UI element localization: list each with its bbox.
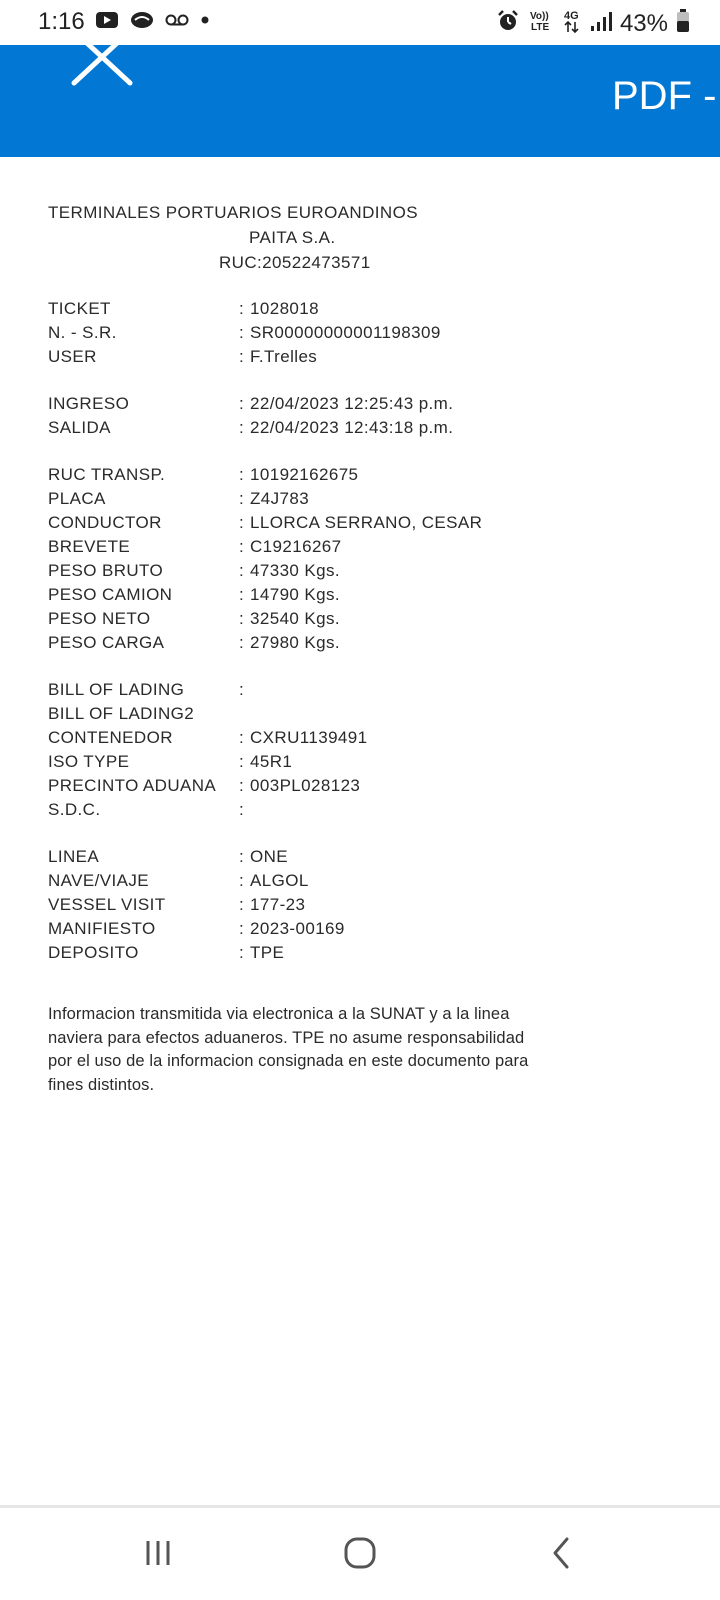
field-colon: :: [239, 919, 245, 938]
field-value: 22/04/2023 12:25:43 p.m.: [250, 394, 454, 413]
field-colon: :: [239, 561, 245, 580]
field-value: 32540 Kgs.: [250, 609, 341, 628]
back-button[interactable]: [532, 1528, 592, 1578]
field-label: BREVETE: [48, 537, 131, 556]
field-value: 177-23: [250, 895, 306, 914]
close-button[interactable]: [68, 45, 138, 90]
field-label: RUC TRANSP.: [48, 465, 166, 484]
company-ruc: RUC:20522473571: [219, 253, 371, 272]
home-icon: [342, 1535, 378, 1571]
field-label: CONTENEDOR: [48, 728, 173, 747]
field-colon: :: [239, 418, 245, 437]
field-label: LINEA: [48, 847, 100, 866]
status-bar: [0, 0, 720, 45]
company-name-line2: PAITA S.A.: [249, 228, 336, 247]
field-value: LLORCA SERRANO, CESAR: [250, 513, 483, 532]
field-colon: :: [239, 776, 245, 795]
navigation-bar: [0, 1508, 720, 1600]
field-value: 10192162675: [250, 465, 359, 484]
home-button[interactable]: [330, 1528, 390, 1578]
chat-notification-icon: [129, 10, 155, 35]
svg-text:4G: 4G: [563, 10, 579, 22]
field-colon: :: [239, 513, 245, 532]
field-label: PESO CAMION: [48, 585, 173, 604]
field-colon: :: [239, 489, 245, 508]
field-label: PESO CARGA: [48, 633, 165, 652]
field-label: BILL OF LADING: [48, 680, 185, 699]
alarm-icon: [496, 9, 520, 38]
field-colon: :: [239, 871, 245, 890]
field-colon: :: [239, 347, 245, 366]
svg-text:LTE: LTE: [530, 22, 550, 33]
back-icon: [547, 1535, 577, 1571]
field-value: 45R1: [250, 752, 293, 771]
field-colon: :: [239, 680, 245, 699]
field-colon: :: [239, 800, 245, 819]
document-title: PDF -: [612, 74, 717, 118]
field-label: USER: [48, 347, 97, 366]
field-label: NAVE/VIAJE: [48, 871, 149, 890]
field-value: CXRU1139491: [250, 728, 368, 747]
signal-strength-icon: [590, 10, 612, 37]
field-label: N. - S.R.: [48, 323, 117, 342]
battery-percent: 43%: [619, 9, 668, 37]
volte-icon: [528, 8, 554, 39]
field-value: TPE: [250, 943, 285, 962]
field-label: BILL OF LADING2: [48, 704, 195, 723]
field-colon: :: [239, 895, 245, 914]
field-value: ALGOL: [250, 871, 309, 890]
battery-icon: [676, 9, 690, 38]
field-label: ISO TYPE: [48, 752, 130, 771]
field-label: PESO NETO: [48, 609, 151, 628]
field-label: PRECINTO ADUANA: [48, 776, 217, 795]
field-label: VESSEL VISIT: [48, 895, 166, 914]
field-label: S.D.C.: [48, 800, 101, 819]
field-colon: :: [239, 847, 245, 866]
status-right: [496, 8, 690, 39]
app-header: [0, 45, 720, 157]
voicemail-icon: [165, 13, 189, 32]
field-colon: :: [239, 394, 245, 413]
recents-button[interactable]: [128, 1528, 188, 1578]
field-value: 47330 Kgs.: [250, 561, 341, 580]
field-value: Z4J783: [250, 489, 310, 508]
field-value: 14790 Kgs.: [250, 585, 341, 604]
field-value: ONE: [250, 847, 289, 866]
svg-text:Vo)): Vo)): [529, 11, 549, 22]
field-colon: :: [239, 943, 245, 962]
field-value: C19216267: [250, 537, 342, 556]
field-colon: :: [239, 609, 245, 628]
field-value: 27980 Kgs.: [250, 633, 341, 652]
field-label: SALIDA: [48, 418, 111, 437]
field-colon: :: [239, 752, 245, 771]
more-notifications-dot-icon: [199, 13, 211, 31]
field-colon: :: [239, 299, 245, 318]
youtube-notification-icon: [95, 10, 119, 35]
field-colon: :: [239, 537, 245, 556]
company-name-line1: TERMINALES PORTUARIOS EUROANDINOS: [48, 203, 418, 222]
field-colon: :: [239, 323, 245, 342]
close-icon: [68, 45, 138, 90]
field-label: PLACA: [48, 489, 106, 508]
field-label: INGRESO: [48, 394, 130, 413]
field-label: MANIFIESTO: [48, 919, 156, 938]
disclaimer-text: Informacion transmitida via electronica a la SUNAT y a la linea naviera para efectos aduaneros. TPE no asume responsabilidad por el uso de la informacion consignada en este documento para fines distintos.: [48, 1005, 529, 1094]
field-label: PESO BRUTO: [48, 561, 164, 580]
field-label: TICKET: [48, 299, 111, 318]
field-label: CONDUCTOR: [48, 513, 162, 532]
field-colon: :: [239, 633, 245, 652]
field-value: 22/04/2023 12:43:18 p.m.: [250, 418, 454, 437]
field-value: 2023-00169: [250, 919, 345, 938]
recents-icon: [140, 1537, 176, 1569]
field-value: 003PL028123: [250, 776, 361, 795]
field-colon: :: [239, 585, 245, 604]
status-time: 1:16: [38, 8, 85, 35]
status-left: [38, 8, 211, 36]
field-value: 1028018: [250, 299, 319, 318]
network-4g-icon: [562, 8, 582, 39]
field-value: F.Trelles: [250, 347, 318, 366]
field-colon: :: [239, 465, 245, 484]
field-label: DEPOSITO: [48, 943, 139, 962]
field-value: SR00000000001198309: [250, 323, 441, 342]
field-colon: :: [239, 728, 245, 747]
